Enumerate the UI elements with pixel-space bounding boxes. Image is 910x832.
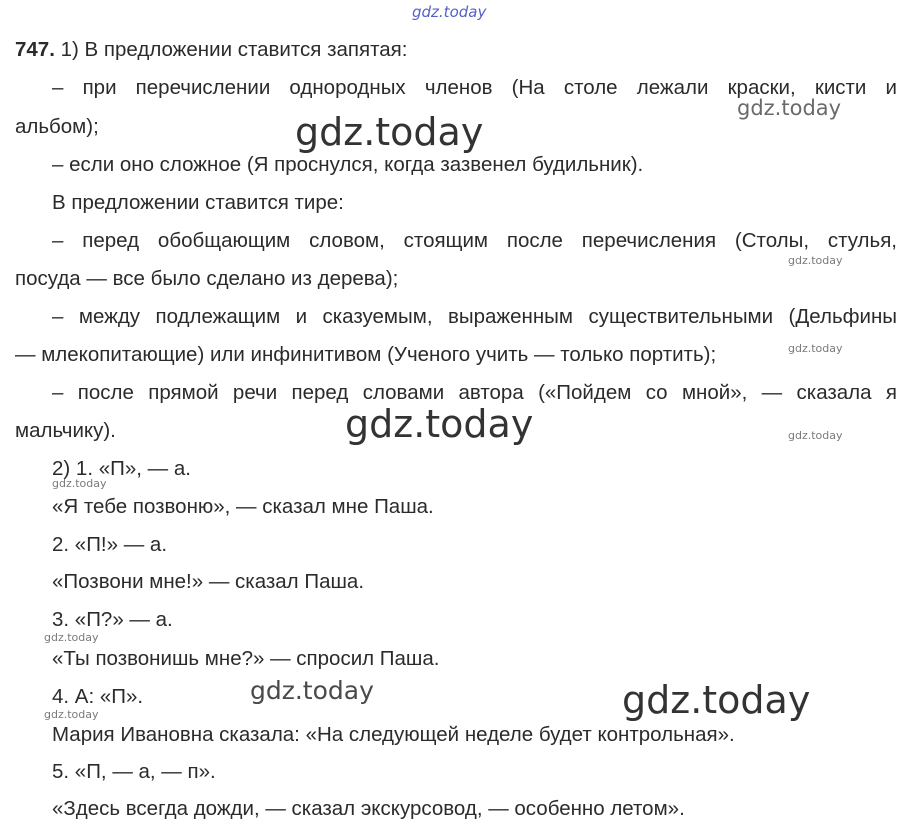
- text-line: «Позвони мне!» — сказал Паша.: [52, 570, 365, 593]
- text-line: 5. «П, — а, — п».: [52, 760, 216, 783]
- text-line: – перед обобщающим словом, стоящим после перечисления (Столы, стулья,: [52, 229, 897, 252]
- watermark: gdz.today: [412, 3, 487, 21]
- watermark: gdz.today: [295, 110, 484, 154]
- text-line: «Здесь всегда дожди, — сказал экскурсовод, — особенно летом».: [52, 797, 685, 820]
- watermark: gdz.today: [52, 477, 107, 490]
- watermark: gdz.today: [788, 254, 843, 267]
- watermark: gdz.today: [622, 678, 811, 722]
- text-line: 4. А: «П».: [52, 685, 144, 708]
- watermark: gdz.today: [44, 631, 99, 644]
- text-line: В предложении ставится тире:: [52, 191, 344, 214]
- watermark: gdz.today: [44, 708, 99, 721]
- watermark: gdz.today: [788, 342, 843, 355]
- text-line: — млекопитающие) или инфинитивом (Ученого учить — только портить);: [15, 343, 717, 366]
- text-line: – после прямой речи перед словами автора («Пойдем со мной», — сказала я: [52, 381, 897, 404]
- text-line: «Ты позвонишь мне?» — спросил Паша.: [52, 647, 440, 670]
- text-line: – если оно сложное (Я проснулся, когда зазвенел будильник).: [52, 153, 644, 176]
- watermark: gdz.today: [250, 676, 374, 705]
- text-line: 1) В предложении ставится запятая:: [60, 38, 408, 61]
- text-line: 2. «П!» — а.: [52, 533, 168, 556]
- text-line: Мария Ивановна сказала: «На следующей неделе будет контрольная».: [52, 723, 735, 746]
- text-line: альбом);: [15, 115, 99, 138]
- watermark: gdz.today: [737, 96, 842, 120]
- watermark: gdz.today: [788, 429, 843, 442]
- watermark: gdz.today: [345, 402, 534, 446]
- exercise-heading: [15, 38, 407, 62]
- text-line: посуда — все было сделано из дерева);: [15, 267, 399, 290]
- text-line: 2) 1. «П», — а.: [52, 457, 191, 480]
- text-line: – при перечислении однородных членов (На столе лежали краски, кисти и: [52, 76, 897, 99]
- text-line: «Я тебе позвоню», — сказал мне Паша.: [52, 495, 434, 518]
- text-line: мальчику).: [15, 419, 116, 442]
- text-line: – между подлежащим и сказуемым, выраженным существительными (Дельфины: [52, 305, 897, 328]
- exercise-number: 747.: [15, 38, 55, 61]
- text-line: 3. «П?» — а.: [52, 608, 173, 631]
